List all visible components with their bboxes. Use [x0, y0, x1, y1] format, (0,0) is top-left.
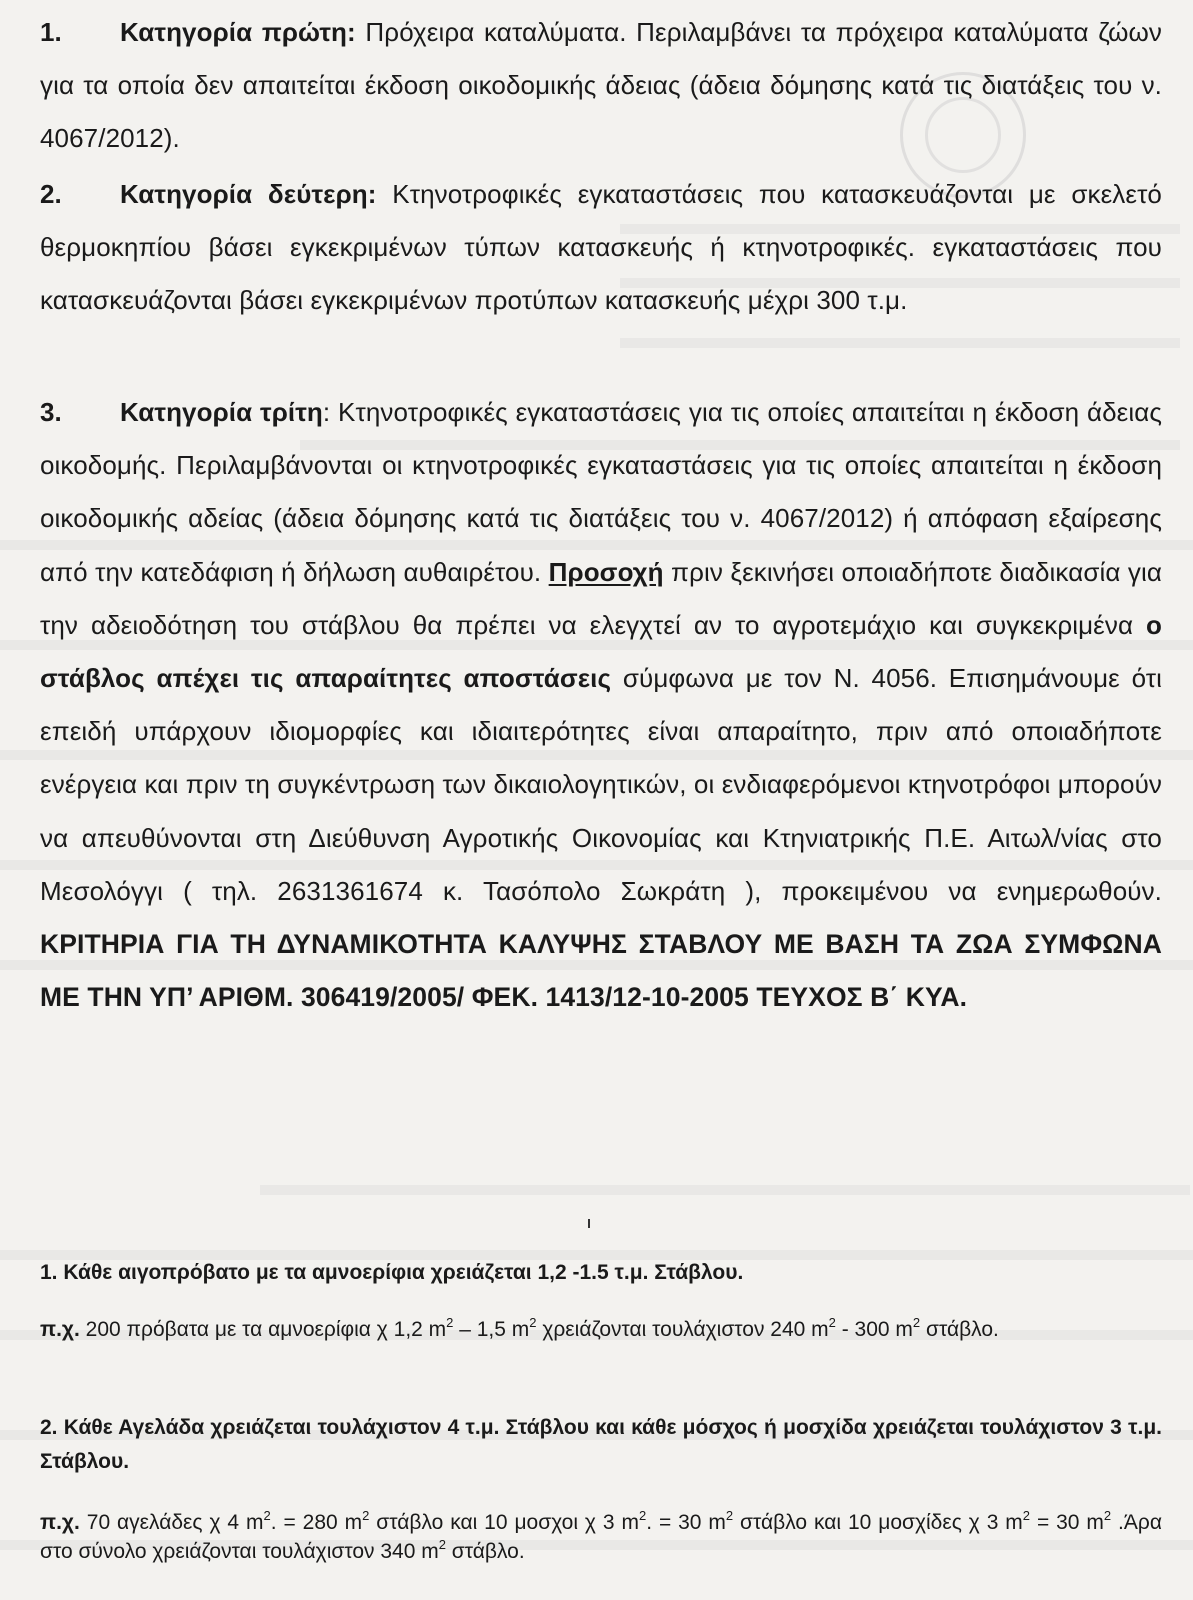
category-2-text: Κτηνοτροφικές εγκαταστάσεις που κατασκευάζονται με σκελετό θερμοκηπίου βάσει εγκεκριμένων τύπων κατασκευής ή κτηνοτροφικές. εγκαταστάσεις που κατασκευάζονται βάσει εγκεκριμένων προτύπων κατασκευής μέχρι 300 τ.μ. — [40, 179, 1162, 316]
category-1-paragraph — [40, 6, 1162, 166]
cattle-heading: 2. Κάθε Αγελάδα χρειάζεται τουλάχιστον 4 τ.μ. Στάβλου και κάθε μόσχος ή μοσχίδα χρειάζεται τουλάχιστον 3 τ.μ. Στάβλου. — [40, 1416, 1162, 1473]
category-1-label: Κατηγορία πρώτη: — [120, 17, 356, 47]
category-1-number: 1. — [40, 17, 62, 47]
category-3-number: 3. — [40, 397, 62, 427]
example-label: π.χ. — [40, 1511, 80, 1534]
attention-word: Προσοχή — [548, 556, 664, 587]
category-3-text-a: : Κτηνοτροφικές εγκαταστάσεις για τις οποίες απαιτείται η έκδοση άδειας οικοδομής. Περιλαμβάνονται οι κτηνοτροφικές εγκαταστάσεις για τις οποίες απαιτείται η έκδοση οικοδομικής αδείας (άδεια δόμησης κατά τις διατάξεις του ν. 4067/2012) ή απόφαση εξαίρεσης από την κατεδάφιση ή δήλωση αυθαιρέτου. — [40, 397, 1163, 587]
example-label: π.χ. — [40, 1318, 80, 1341]
sheep-goat-example: π.χ. 200 πρόβατα με τα αμνοερίφια χ 1,2 $m^2 - 1,5$ $m^2$ χρειάζονται τουλάχιστον 240 $m^2 - 300$ $m^2$ στάβλο. — [40, 1315, 999, 1341]
category-3-text-c: σύμφωνα με τον Ν. 4056. Επισημάνουμε ότι επειδή υπάρχουν ιδιομορφίες και ιδιαιτερότητες είναι απαραίτητο, πριν από οποιαδήποτε ενέργεια και πριν τη συγκέντρωση των δικαιολογητικών, οι ενδιαφερόμενοι κτηνοτρόφοι μπορούν να απευθύνονται στη Διεύθυνση Αγροτικής Οικονομίας και Κτηνιατρικής Π.Ε. Αιτωλ/νίας στο Μεσολόγγι ( τηλ. 2631361674 κ. Τασόπολο Σωκράτη ), προκειμένου να ενημερωθούν. — [40, 663, 1163, 906]
category-1-text: Πρόχειρα καταλύματα. Περιλαμβάνει τα πρόχειρα καταλύματα ζώων για τα οποία δεν απαιτείται έκδοση οικοδομικής άδειας (άδεια δόμησης κατά τις διατάξεις του ν. 4067/2012). — [40, 17, 1162, 154]
category-3-text-b: πριν ξεκινήσει οποιαδήποτε διαδικασία για την αδειοδότηση του στάβλου θα πρέπει να ελεγχτεί αν το αγροτεμάχιο και συγκεκριμένα — [40, 556, 1163, 640]
distance-emphasis: ο στάβλος απέχει τις απαραίτητες αποστάσεις — [40, 609, 1162, 694]
category-3-paragraph — [40, 386, 1162, 1024]
criteria-heading: ΚΡΙΤΗΡΙΑ ΓΙΑ ΤΗ ΔΥΝΑΜΙΚΟΤΗΤΑ ΚΑΛΥΨΗΣ ΣΤΑΒΛΟΥ ΜΕ ΒΑΣΗ ΤΑ ΖΩΑ ΣΥΜΦΩΝΑ ΜΕ ΤΗΝ ΥΠ’ ΑΡΙΘΜ. 306419/2005/ ΦΕΚ. 1413/12-10-2005 ΤΕΥΧΟΣ Β΄ ΚΥΑ. — [40, 929, 1162, 1013]
category-2-number: 2. — [40, 179, 62, 209]
cattle-example: π.χ. 70 αγελάδες χ 4 $m^2$. = 280 $m^2$ στάβλο και 10 μοσχοι χ 3 $m^2$. = 30 $m^2$ στάβλο και 10 μοσχίδες χ 3 $m^2 = 30$ $m^2$ .Άρα στο σύνολο χρειάζονται τουλάχιστον 340 $m^2$ στάβλο. — [40, 1508, 1162, 1563]
stray-mark — [588, 1219, 590, 1228]
category-2-label: Κατηγορία δεύτερη: — [120, 179, 377, 209]
sheep-goat-heading: 1. Κάθε αιγοπρόβατο με τα αμνοερίφια χρειάζεται 1,2 -1.5 τ.μ. Στάβλου. — [40, 1261, 744, 1284]
category-2-paragraph — [40, 168, 1162, 328]
category-3-label: Κατηγορία τρίτη — [120, 397, 323, 427]
